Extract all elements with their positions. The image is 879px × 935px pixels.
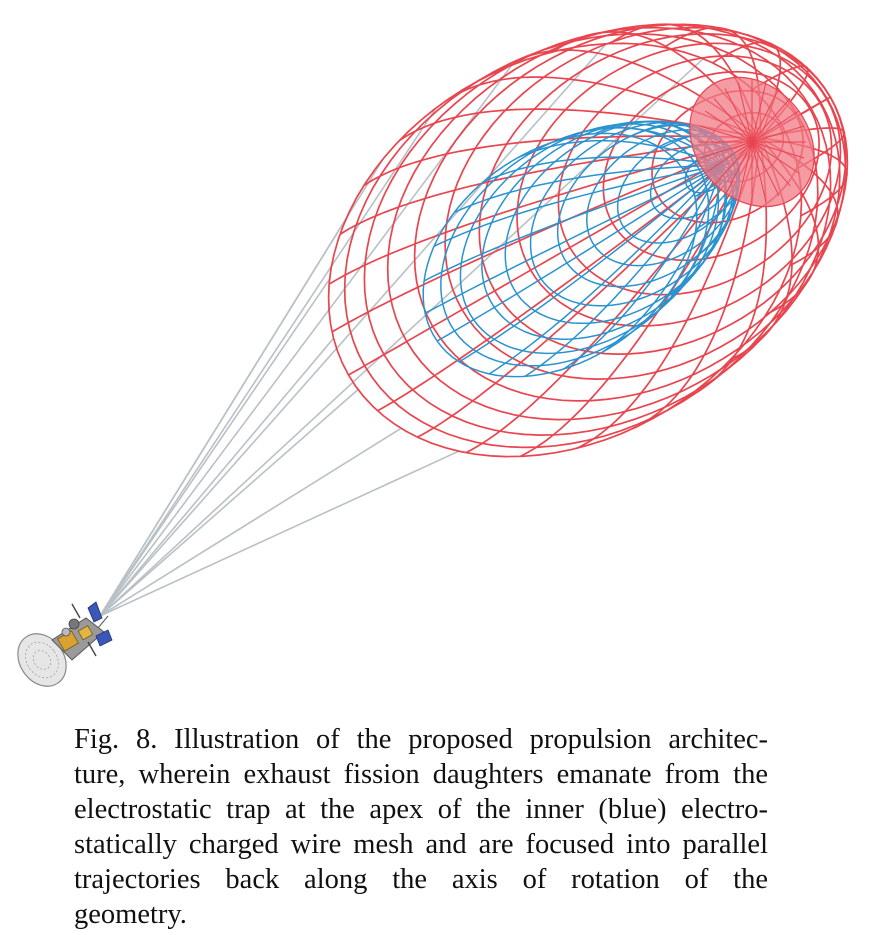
tether-line bbox=[100, 59, 703, 616]
tether-line bbox=[100, 279, 330, 616]
figure-caption bbox=[74, 722, 768, 932]
caption-line: trajectories back along the axis of rotation of the bbox=[74, 864, 768, 895]
caption-line: electrostatic trap at the apex of the inner (blue) electro- bbox=[74, 794, 768, 825]
tether-line bbox=[100, 44, 606, 616]
tether-line bbox=[100, 108, 436, 616]
inner-mesh-meridian bbox=[437, 165, 722, 341]
tether-line bbox=[100, 338, 334, 616]
spacecraft-icon bbox=[8, 602, 112, 696]
caption-line: statically charged wire mesh and are focused into parallel bbox=[74, 829, 768, 860]
tether-line bbox=[100, 159, 383, 617]
inner-blue-wire-mesh bbox=[423, 121, 739, 376]
tether-line bbox=[100, 428, 401, 616]
caption-line: geometry. bbox=[74, 899, 187, 930]
caption-line: Fig. 8. Illustration of the proposed propulsion architec- bbox=[74, 724, 768, 755]
tether-line bbox=[100, 390, 358, 617]
caption-line: ture, wherein exhaust fission daughters emanate from the bbox=[74, 759, 768, 790]
